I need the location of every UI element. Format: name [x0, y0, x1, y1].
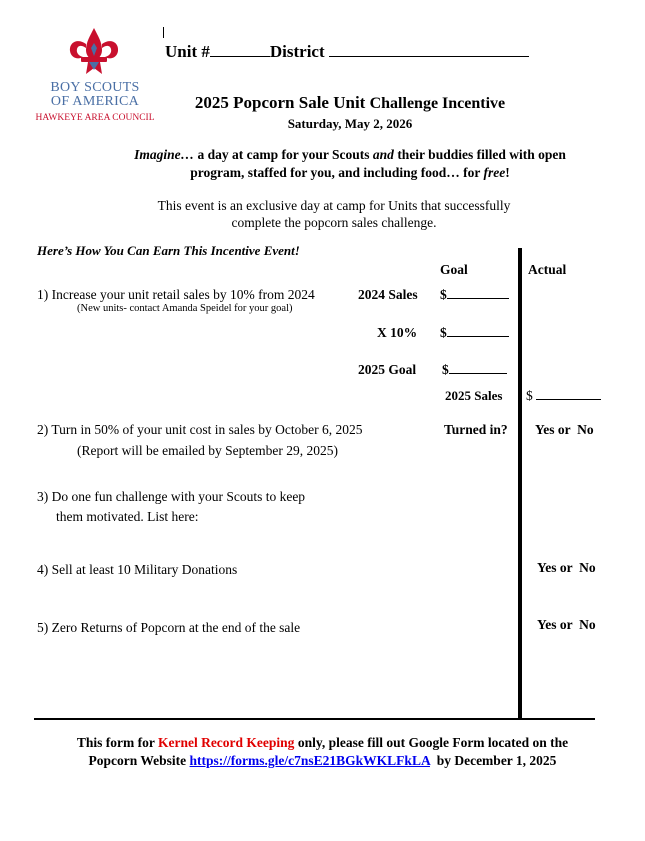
goal-2025-label: 2025 Goal: [358, 362, 417, 377]
district-field[interactable]: [329, 56, 529, 57]
turned-in-label: Turned in?: [444, 422, 508, 437]
sales-2025-field[interactable]: $: [526, 388, 601, 404]
goal-2025-field[interactable]: $: [442, 362, 507, 378]
kernel-record-keeping: Kernel Record Keeping: [157, 735, 295, 750]
google-form-link[interactable]: https://forms.gle/c7nsE21BGkWKLFkLA: [189, 753, 430, 768]
event-date: Saturday, May 2, 2026: [287, 116, 413, 131]
sales-2025-label: 2025 Sales: [445, 388, 503, 403]
item-3-line2: them motivated. List here:: [56, 509, 199, 524]
item-3-line1: 3) Do one fun challenge with your Scouts to keep: [37, 489, 306, 504]
sales-2024-label: 2024 Sales: [358, 287, 418, 302]
actual-column-header: Actual: [528, 262, 567, 277]
page-title: 2025 Popcorn Sale Unit Challenge Incentive: [194, 93, 506, 112]
item-2-yes-no[interactable]: Yes or No: [535, 422, 594, 437]
unit-district-line: [165, 42, 529, 62]
goal-column-header: Goal: [440, 262, 468, 277]
column-divider: [518, 248, 522, 720]
text-cursor-mark: [163, 27, 164, 38]
imagine-paragraph: Imagine… a day at camp for your Scouts and their buddies filled with open program, staffed for you, and including food… for free!: [134, 147, 566, 180]
unit-number-field[interactable]: [210, 56, 270, 57]
item-2-note: (Report will be emailed by September 29, 2025): [77, 443, 338, 458]
item-5-yes-no[interactable]: Yes or No: [537, 617, 596, 632]
logo-line2: OF AMERICA: [50, 94, 140, 109]
bsa-logo: [30, 26, 160, 128]
item-2: 2) Turn in 50% of your unit cost in sales by October 6, 2025: [37, 422, 363, 437]
earn-heading: Here’s How You Can Earn This Incentive Event!: [37, 243, 300, 258]
exclusive-paragraph: This event is an exclusive day at camp for Units that successfully complete the popcorn sales challenge.: [157, 198, 511, 230]
item-1-note: (New units- contact Amanda Speidel for your goal): [77, 303, 293, 314]
footer-note: This form for Kernel Record Keeping only, please fill out Google Form located on the Popcorn Website https://forms.gle/c7nsE21BGkWKLFkLA by December 1, 2025: [76, 735, 569, 768]
fleur-de-lis-icon: [64, 26, 124, 78]
logo-council: HAWKEYE AREA COUNCIL: [35, 113, 155, 123]
x10-field[interactable]: $: [440, 325, 509, 341]
bottom-rule: [34, 718, 595, 720]
item-4: 4) Sell at least 10 Military Donations: [37, 562, 238, 577]
district-label: District: [269, 42, 325, 61]
item-1: 1) Increase your unit retail sales by 10% from 2024: [37, 287, 315, 302]
item-4-yes-no[interactable]: Yes or No: [537, 560, 596, 575]
sales-2024-field[interactable]: $: [440, 287, 509, 303]
item-5: 5) Zero Returns of Popcorn at the end of the sale: [37, 620, 301, 635]
unit-label: Unit #: [165, 42, 210, 61]
logo-line1: BOY SCOUTS: [50, 80, 140, 95]
x10-label: X 10%: [377, 325, 418, 340]
